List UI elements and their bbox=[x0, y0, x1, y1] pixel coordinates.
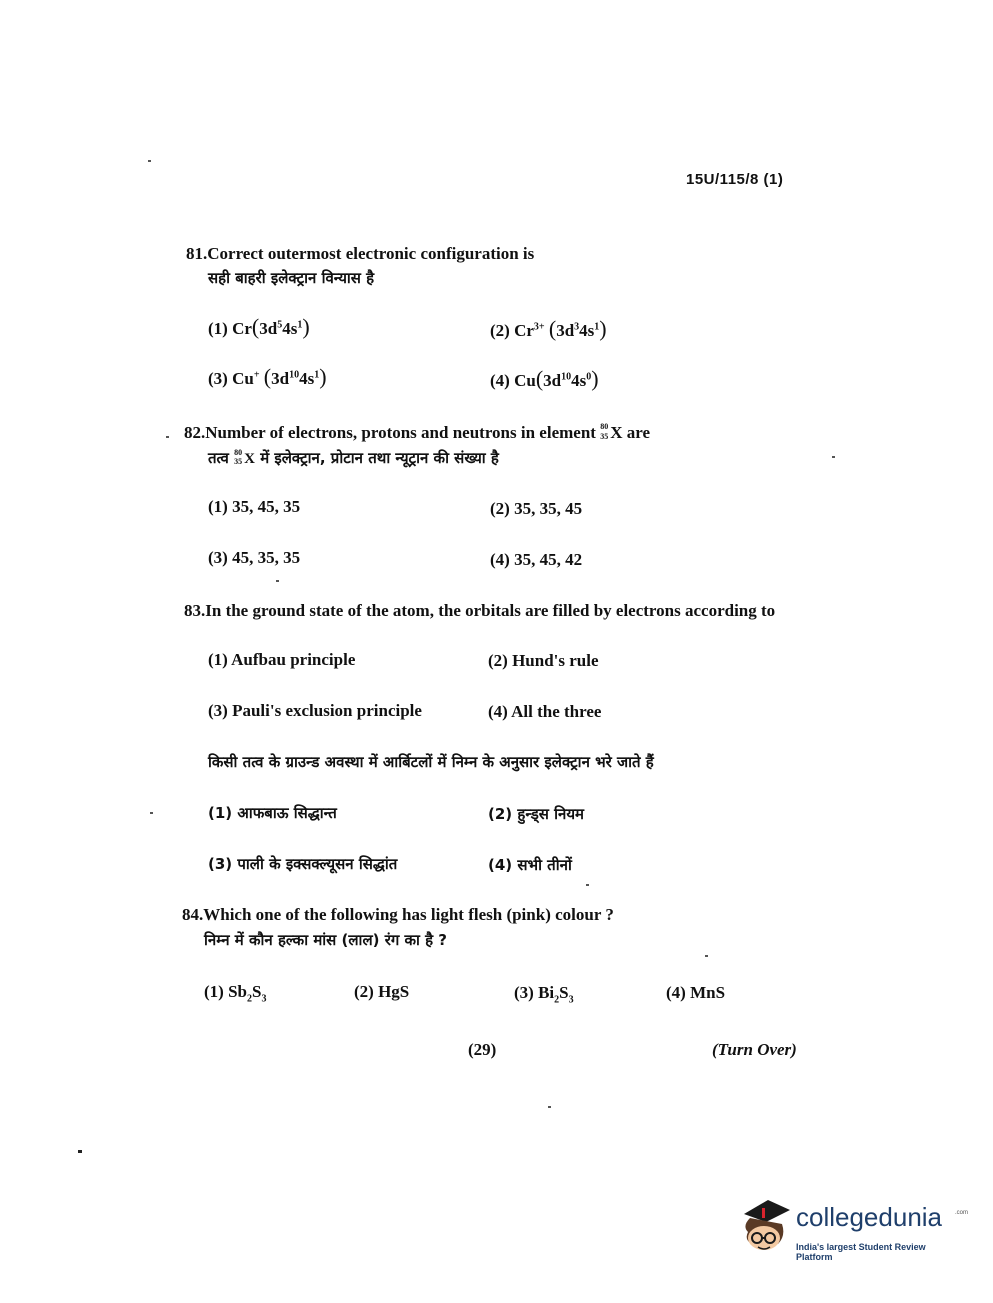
scan-speck bbox=[586, 884, 589, 886]
question-number: 82. bbox=[184, 423, 206, 442]
collegedunia-logo bbox=[738, 1196, 969, 1262]
question-number: 83. bbox=[184, 601, 206, 620]
question-number: 81. bbox=[186, 244, 208, 263]
question-82: 82.Number of electrons, protons and neutrons in element 80 35 X are bbox=[184, 422, 651, 442]
q82-option-4: (4) 35, 45, 42 bbox=[490, 550, 583, 569]
q81-option-3: (3) Cu+ $(3d^{10}4s^1)$ bbox=[208, 364, 327, 389]
logo-domain-suffix: .com bbox=[955, 1210, 969, 1216]
q83-option-4: (4) All the three bbox=[488, 702, 602, 721]
q84-option-4: (4) MnS bbox=[666, 983, 726, 1002]
q84-option-3: (3) $Bi_2S_3$ bbox=[514, 983, 574, 1006]
logo-wordmark: collegedunia bbox=[796, 1202, 943, 1232]
scan-speck bbox=[276, 580, 279, 582]
q83-option-hi-3: (3) पाली के इक्सक्ल्यूसन सिद्धांत bbox=[208, 855, 398, 873]
question-81-text-hi: सही बाहरी इलेक्ट्रान विन्यास है bbox=[208, 269, 375, 287]
q83-option-hi-1: (1) आफबाऊ सिद्धान्त bbox=[208, 804, 337, 822]
turn-over-note: (Turn Over) bbox=[712, 1040, 797, 1059]
scan-speck bbox=[148, 160, 151, 162]
page-number: (29) bbox=[468, 1040, 497, 1059]
q81-option-1: (1) $Cr(3d^54s^1)$ bbox=[208, 314, 310, 339]
q81-option-4: (4) $Cu(3d^{10}4s^0)$ bbox=[490, 366, 599, 391]
paper-code: 15U/115/8 (1) bbox=[686, 171, 784, 188]
q84-option-1: (1) $Sb_2S_3$ bbox=[204, 982, 267, 1005]
q83-option-2: (2) Hund's rule bbox=[488, 651, 599, 670]
question-number: 84. bbox=[182, 905, 204, 924]
element-notation: 80 35 bbox=[600, 422, 609, 441]
question-82-text-hi: तत्व 80 35 X में इलेक्ट्रान, प्रोटान तथा न्यूट्रान की संख्या है bbox=[208, 448, 499, 467]
q82-option-1: (1) 35, 45, 35 bbox=[208, 497, 301, 516]
scan-speck bbox=[548, 1106, 551, 1108]
question-text-en: In the ground state of the atom, the orbitals are filled by electrons according to bbox=[205, 601, 776, 620]
q83-option-1: (1) Aufbau principle bbox=[208, 650, 356, 669]
q82-option-2: (2) 35, 35, 45 bbox=[490, 499, 583, 518]
q83-option-3: (3) Pauli's exclusion principle bbox=[208, 701, 422, 720]
scan-speck bbox=[78, 1150, 82, 1153]
question-84-text-hi: निम्न में कौन हल्का मांस (लाल) रंग का है ? bbox=[204, 931, 448, 949]
scan-speck bbox=[166, 436, 169, 438]
question-84 bbox=[182, 905, 614, 925]
scan-speck bbox=[150, 812, 153, 814]
q83-option-hi-4: (4) सभी तीनों bbox=[488, 856, 572, 874]
scan-speck bbox=[832, 456, 835, 458]
q82-option-3: (3) 45, 35, 35 bbox=[208, 548, 301, 567]
q83-option-hi-2: (2) हुन्ड्स नियम bbox=[488, 805, 584, 823]
question-83-text-hi: किसी तत्व के ग्राउन्ड अवस्था में आर्बिटलों में निम्न के अनुसार इलेक्ट्रान भरे जाते हैं bbox=[208, 753, 654, 771]
logo-tagline: India's largest Student Review Platform bbox=[796, 1242, 926, 1262]
question-81 bbox=[186, 244, 534, 264]
question-text-en: Number of electrons, protons and neutrons in element bbox=[205, 423, 596, 442]
question-text-en: Which one of the following has light flesh (pink) colour ? bbox=[203, 905, 614, 924]
q84-option-2: (2) HgS bbox=[354, 982, 410, 1001]
scan-speck bbox=[705, 955, 708, 957]
q81-option-2: (2) $Cr^{3+}$ $(3d^34s^1)$ bbox=[490, 316, 607, 341]
question-83 bbox=[184, 601, 775, 621]
mascot-icon bbox=[738, 1196, 794, 1258]
question-text-en: Correct outermost electronic configuration is bbox=[207, 244, 535, 263]
